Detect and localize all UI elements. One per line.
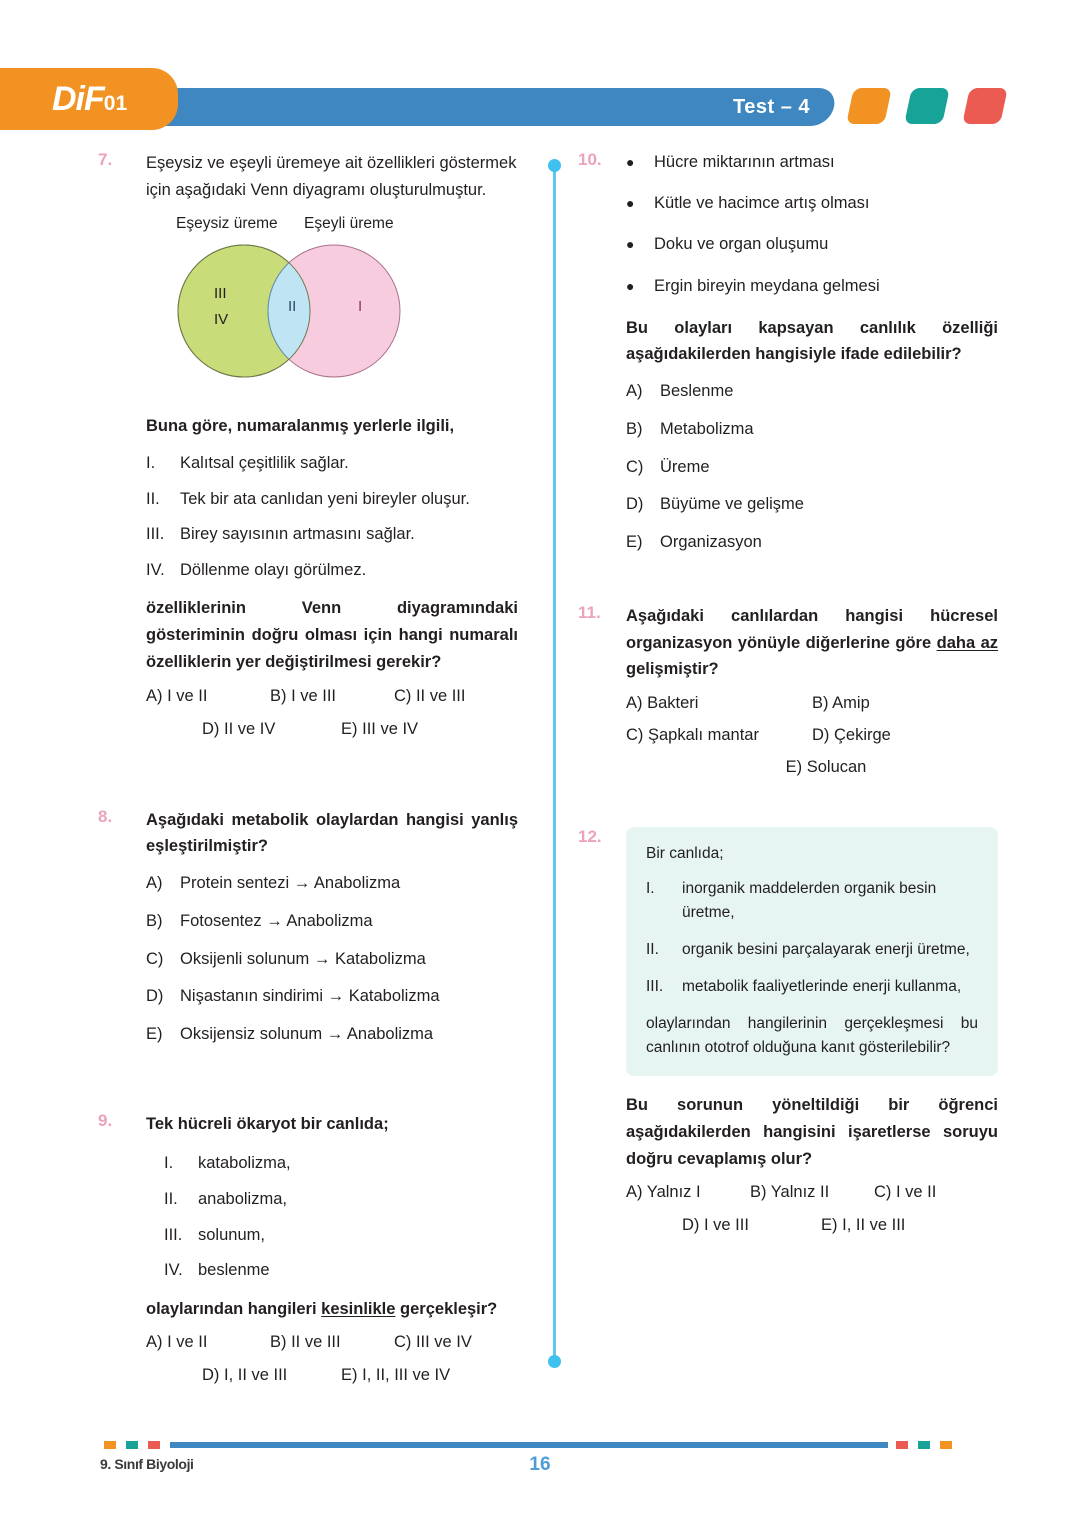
question-12-number: 12. xyxy=(578,827,602,847)
option-letter: B) xyxy=(626,419,643,438)
bullet-icon: ● xyxy=(626,277,635,294)
ask-underline: kesinlikle xyxy=(321,1299,396,1318)
footer-square-orange-left xyxy=(104,1441,116,1449)
option-e[interactable] xyxy=(626,530,998,555)
question-10-bullets xyxy=(626,150,998,299)
question-12-info-box xyxy=(626,827,998,1076)
option-text: Protein sentezi → Anabolizma xyxy=(180,874,401,892)
info-box-footer: olaylarından hangilerinin gerçekleşmesi bu canlının ototrof olduğuna kanıt gösterilebilir? xyxy=(646,1015,978,1057)
info-box-title: Bir canlıda; xyxy=(646,845,724,863)
list-item xyxy=(164,1223,518,1249)
venn-item-IV: IV xyxy=(214,311,229,329)
option-a[interactable]: A) Bakteri xyxy=(626,694,699,713)
venn-diagram xyxy=(146,215,546,395)
venn-right-label: Eşeyli üreme xyxy=(304,215,394,233)
list-item xyxy=(146,522,518,548)
bullet-text: Kütle ve hacimce artış olması xyxy=(654,194,870,213)
option-text: Büyüme ve gelişme xyxy=(660,495,804,514)
option-b[interactable]: B) II ve III xyxy=(269,1333,341,1352)
question-12-ask: Bu sorunun yöneltildiği bir öğrenci aşağıdakilerden hangisini işaretlerse soruyu doğru cevaplamış olur? xyxy=(626,1096,998,1168)
option-text: Beslenme xyxy=(660,382,734,401)
option-letter: A) xyxy=(626,382,643,401)
footer-square-red-right xyxy=(896,1441,908,1449)
option-text: Üreme xyxy=(660,457,710,476)
option-b[interactable] xyxy=(146,909,518,934)
logo xyxy=(52,80,127,123)
ask-post: gelişmiştir? xyxy=(626,660,719,679)
question-7-lead: Buna göre, numaralanmış yerlerle ilgili, xyxy=(146,417,455,436)
question-9-options-row2 xyxy=(146,1366,518,1385)
option-c[interactable]: C) I ve II xyxy=(873,1183,937,1202)
logo-number: 01 xyxy=(103,92,128,115)
option-letter: D) xyxy=(146,987,164,1006)
item-text: Döllenme olayı görülmez. xyxy=(180,560,367,579)
option-letter: D) xyxy=(626,495,644,514)
bullet-icon: ● xyxy=(626,195,635,212)
option-b[interactable]: B) Yalnız II xyxy=(749,1183,830,1202)
option-d[interactable] xyxy=(146,984,518,1009)
left-column xyxy=(98,150,518,1411)
option-d[interactable]: D) I, II ve III xyxy=(202,1366,288,1385)
item-numeral: IV. xyxy=(146,560,165,579)
list-item xyxy=(164,1187,518,1213)
question-9-number: 9. xyxy=(98,1110,113,1130)
question-7-items xyxy=(146,451,518,583)
right-column xyxy=(578,150,998,1261)
ask-pre: Aşağıdaki canlılardan hangisi hücresel organizasyon yönüyle diğerlerine göre xyxy=(626,606,998,652)
question-12-options-row1 xyxy=(626,1183,998,1202)
question-7-ask: özelliklerinin Venn diyagramındaki gösteriminin doğru olması için hangi numaralı özelliklerin yer değiştirilmesi gerekir? xyxy=(146,599,518,671)
item-numeral: I. xyxy=(164,1154,174,1173)
question-9-items xyxy=(164,1151,518,1283)
list-item xyxy=(146,558,518,584)
ask-underline: daha az xyxy=(936,633,998,652)
question-11-number: 11. xyxy=(578,602,601,622)
question-8 xyxy=(98,807,518,1047)
question-7 xyxy=(98,150,518,739)
option-text: Oksijenli solunum → Katabolizma xyxy=(180,949,426,968)
option-b[interactable] xyxy=(626,417,998,442)
option-text: Oksijensiz solunum → Anabolizma xyxy=(180,1025,434,1043)
option-d[interactable]: D) Çekirge xyxy=(812,726,891,745)
ask-post: gerçekleşir? xyxy=(395,1299,498,1318)
item-numeral: II. xyxy=(146,489,160,508)
question-8-options xyxy=(146,871,518,1047)
item-text: solunum, xyxy=(198,1225,265,1244)
option-b[interactable]: B) Amip xyxy=(812,694,870,713)
item-numeral: I. xyxy=(146,454,156,473)
item-text: Birey sayısının artmasını sağlar. xyxy=(180,525,415,544)
item-numeral: II. xyxy=(646,941,659,959)
question-12 xyxy=(578,827,998,1235)
list-item xyxy=(626,232,998,257)
footer-square-teal-left xyxy=(126,1441,138,1449)
option-c[interactable]: C) III ve IV xyxy=(393,1333,472,1352)
question-9-options-row1 xyxy=(146,1333,518,1352)
item-text: organik besini parçalayarak enerji üretme, xyxy=(682,941,970,959)
option-letter: E) xyxy=(146,1025,163,1043)
page-footer xyxy=(0,1432,1080,1512)
item-numeral: IV. xyxy=(164,1261,183,1280)
test-label: Test – 4 xyxy=(733,96,810,118)
venn-item-III: III xyxy=(214,285,227,303)
option-d[interactable]: D) II ve IV xyxy=(202,719,276,738)
option-e[interactable]: E) I, II ve III xyxy=(821,1216,906,1235)
list-item xyxy=(146,451,518,477)
logo-text: DiF xyxy=(52,80,104,118)
option-text: Fotosentez → Anabolizma xyxy=(180,911,373,930)
footer-square-orange-right xyxy=(940,1441,952,1449)
column-divider xyxy=(553,166,556,1361)
question-11-ask xyxy=(626,603,998,683)
option-d[interactable] xyxy=(626,492,998,517)
footer-subject: 9. Sınıf Biyoloji xyxy=(100,1456,194,1472)
bullet-icon: ● xyxy=(626,154,635,170)
option-text: Organizasyon xyxy=(660,533,762,552)
list-item xyxy=(164,1151,518,1177)
item-numeral: I. xyxy=(646,880,655,898)
item-numeral: III. xyxy=(646,978,664,996)
bullet-text: Hücre miktarının artması xyxy=(654,153,835,171)
list-item xyxy=(146,487,518,513)
question-10-ask: Bu olayları kapsayan canlılık özelliği aşağıdakilerden hangisiyle ifade edilebilir? xyxy=(626,318,998,364)
list-item xyxy=(646,938,978,962)
question-9-lead: Tek hücreli ökaryot bir canlıda; xyxy=(146,1114,389,1133)
list-item xyxy=(164,1258,518,1284)
question-8-number: 8. xyxy=(98,806,113,826)
option-letter: C) xyxy=(146,949,164,968)
option-letter: C) xyxy=(626,457,644,476)
question-7-number: 7. xyxy=(98,150,113,169)
item-text: beslenme xyxy=(198,1261,270,1280)
option-a[interactable]: A) Yalnız I xyxy=(626,1183,701,1202)
option-text: Nişastanın sindirimi → Katabolizma xyxy=(180,987,440,1006)
footer-square-teal-right xyxy=(918,1441,930,1449)
divider-dot-top xyxy=(548,159,561,172)
info-box-items xyxy=(646,877,978,999)
item-numeral: III. xyxy=(146,525,165,544)
footer-rule xyxy=(170,1442,888,1448)
question-10-number: 10. xyxy=(578,150,602,169)
item-text: metabolik faaliyetlerinde enerji kullanma, xyxy=(682,978,962,996)
question-11-options-row2 xyxy=(626,726,998,745)
item-text: katabolizma, xyxy=(198,1154,291,1173)
option-e[interactable]: E) Solucan xyxy=(785,758,867,777)
question-7-options-row2 xyxy=(146,720,518,739)
option-a[interactable]: A) I ve II xyxy=(146,1333,208,1352)
option-letter: A) xyxy=(146,874,163,892)
question-11-options-row1 xyxy=(626,694,998,713)
item-text: inorganik maddelerden organik besin üretme, xyxy=(682,880,937,922)
item-text: anabolizma, xyxy=(198,1190,287,1209)
item-numeral: III. xyxy=(164,1225,183,1244)
option-e[interactable]: E) I, II, III ve IV xyxy=(341,1366,451,1385)
bullet-text: Ergin bireyin meydana gelmesi xyxy=(654,276,880,295)
venn-item-II: II xyxy=(288,298,297,316)
question-10-options xyxy=(626,379,998,555)
footer-square-red-left xyxy=(148,1441,160,1449)
bullet-text: Doku ve organ oluşumu xyxy=(654,235,829,254)
ask-pre: olaylarından hangileri xyxy=(146,1299,322,1318)
item-text: Kalıtsal çeşitlilik sağlar. xyxy=(180,454,349,473)
list-item xyxy=(646,975,978,999)
venn-item-I: I xyxy=(358,298,363,316)
option-a[interactable] xyxy=(146,871,518,896)
option-c[interactable]: C) II ve III xyxy=(393,686,466,705)
list-item xyxy=(646,877,978,925)
option-c[interactable] xyxy=(146,947,518,972)
bullet-icon: ● xyxy=(626,236,635,253)
question-12-options-row2 xyxy=(626,1216,998,1235)
option-a[interactable] xyxy=(626,379,998,404)
list-item xyxy=(626,191,998,216)
option-e[interactable] xyxy=(146,1022,518,1047)
list-item xyxy=(626,150,998,175)
divider-dot-bottom xyxy=(548,1355,561,1368)
option-a[interactable]: A) I ve II xyxy=(146,686,208,705)
option-letter: E) xyxy=(626,533,643,552)
option-text: Metabolizma xyxy=(660,419,754,438)
page-number: 16 xyxy=(529,1454,551,1475)
option-letter: B) xyxy=(146,911,163,930)
question-11 xyxy=(578,603,998,777)
option-c[interactable] xyxy=(626,455,998,480)
question-8-ask: Aşağıdaki metabolik olaylardan hangisi yanlış eşleştirilmiştir? xyxy=(146,810,518,856)
question-10 xyxy=(578,150,998,555)
option-b[interactable]: B) I ve III xyxy=(269,686,337,705)
venn-left-label: Eşeysiz üreme xyxy=(176,215,278,233)
question-7-stem: Eşeysiz ve eşeyli üremeye ait özellikleri göstermek için aşağıdaki Venn diyagramı oluşturulmuştur. xyxy=(146,154,517,199)
option-d[interactable]: D) I ve III xyxy=(682,1216,749,1235)
list-item xyxy=(626,274,998,299)
option-e[interactable]: E) III ve IV xyxy=(341,719,419,738)
option-c[interactable]: C) Şapkalı mantar xyxy=(626,726,759,745)
question-9 xyxy=(98,1111,518,1386)
question-9-ask xyxy=(146,1296,518,1323)
item-text: Tek bir ata canlıdan yeni bireyler oluşur. xyxy=(180,489,470,508)
question-7-options-row1 xyxy=(146,687,518,706)
item-numeral: II. xyxy=(164,1190,178,1209)
